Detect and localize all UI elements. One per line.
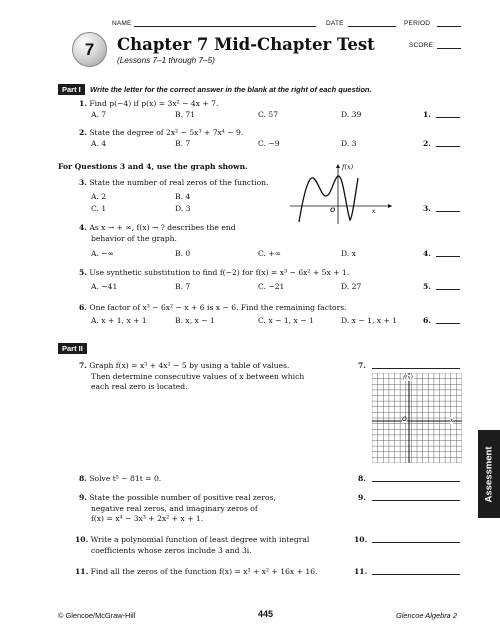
part1-instructions: Write the letter for the correct answer in the blank at the right of each question. xyxy=(90,85,372,94)
question-4: 4. As x → + ∞, f(x) → ? describes the end behavior of the graph. xyxy=(79,223,236,243)
answer-3-number: 3. xyxy=(423,204,431,213)
q6-choice-c: C. x − 1, x − 1 xyxy=(258,316,314,325)
page-number: 445 xyxy=(258,609,274,619)
q3-choice-b: B. 4 xyxy=(175,192,191,201)
q4-choice-b: B. 0 xyxy=(175,249,191,258)
period-field[interactable] xyxy=(437,26,461,27)
answer-8-number: 8. xyxy=(358,474,366,483)
grid-lines xyxy=(372,373,462,463)
part2-tag: Part II xyxy=(58,343,87,354)
q2-choice-d: D. 3 xyxy=(341,139,357,148)
answer-1-blank[interactable] xyxy=(436,117,460,118)
date-label: DATE xyxy=(326,20,344,27)
q1-choice-b: B. 71 xyxy=(175,110,196,119)
question-5: 5. Use synthetic substitution to find f(−2) for f(x) = x³ − 6x² + 5x + 1. xyxy=(79,268,350,277)
q5-choice-d: D. 27 xyxy=(341,282,362,291)
q6-choice-d: D. x − 1, x + 1 xyxy=(341,316,398,325)
q2-choice-c: C. −9 xyxy=(258,139,280,148)
q3-choice-c: C. 1 xyxy=(91,204,107,213)
part1-tag: Part I xyxy=(58,84,85,95)
q1-choice-d: D. 39 xyxy=(341,110,362,119)
grid-origin-label: O xyxy=(402,417,407,423)
grid-x-label: x xyxy=(450,417,454,424)
q3-choice-d: D. 3 xyxy=(175,204,191,213)
question-6: 6. One factor of x³ − 6x² − x + 6 is x − 6. Find the remaining factors. xyxy=(79,303,347,312)
q5-choice-b: B. 7 xyxy=(175,282,191,291)
question-11: 11. Find all the zeros of the function f(x) = x³ + x² + 16x + 16. xyxy=(75,567,318,576)
q5-choice-c: C. −21 xyxy=(258,282,285,291)
assessment-side-tab xyxy=(478,430,500,518)
score-field[interactable] xyxy=(437,48,461,49)
q4-choice-d: D. x xyxy=(341,249,356,258)
graph-y-arrow xyxy=(336,164,340,168)
q6-choice-b: B. x, x − 1 xyxy=(175,316,215,325)
grid-f-label: f(x) xyxy=(403,375,413,381)
polynomial-curve xyxy=(299,176,358,222)
q2-choice-b: B. 7 xyxy=(175,139,191,148)
side-tab-label: Assessment xyxy=(483,446,495,502)
q1-choice-c: C. 57 xyxy=(258,110,279,119)
question-7: 7. Graph f(x) = x³ + 4x² − 5 by using a table of values. Then determine consecutive values of x between which each real zero is located. xyxy=(79,361,305,391)
graph-f-label: f(x) xyxy=(342,163,354,171)
score-label: SCORE xyxy=(409,42,434,49)
graph-origin-label: O xyxy=(330,207,336,214)
footer-copyright: © Glencoe/McGraw-Hill xyxy=(58,611,136,620)
answer-10-blank[interactable] xyxy=(372,542,460,543)
question-2: 2. State the degree of 2x² − 5x³ + 7x⁴ − 9. xyxy=(79,128,244,137)
question-8: 8. Solve t⁵ − 81t = 0. xyxy=(79,474,162,483)
chapter-badge xyxy=(72,32,107,67)
name-field[interactable] xyxy=(134,26,316,27)
answer-2-blank[interactable] xyxy=(436,146,460,147)
answer-4-blank[interactable] xyxy=(436,256,460,257)
q4-choice-a: A. −∞ xyxy=(91,249,115,258)
question-9: 9. State the possible number of positive real zeros, negative real zeros, and imaginary zeros of f(x) = x⁴ − 3x³ + 2x² + x + 1. xyxy=(79,493,276,523)
answer-11-number: 11. xyxy=(354,567,368,576)
answer-4-number: 4. xyxy=(423,249,431,258)
q6-choice-a: A. x + 1, x + 1 xyxy=(91,316,147,325)
q2-choice-a: A. 4 xyxy=(91,139,107,148)
answer-6-number: 6. xyxy=(423,316,431,325)
polynomial-graph xyxy=(286,162,396,226)
graph-x-arrow xyxy=(388,204,392,208)
name-label: NAME xyxy=(112,20,132,27)
answer-7-blank[interactable] xyxy=(372,368,460,369)
q1-choice-a: A. 7 xyxy=(91,110,107,119)
graph-x-label: x xyxy=(372,207,376,215)
answer-11-blank[interactable] xyxy=(372,574,460,575)
question-3: 3. State the number of real zeros of the function. xyxy=(79,178,269,187)
answer-3-blank[interactable] xyxy=(436,211,460,212)
answer-9-number: 9. xyxy=(358,493,366,502)
coordinate-grid[interactable] xyxy=(372,373,462,463)
q5-choice-a: A. −41 xyxy=(91,282,118,291)
answer-8-blank[interactable] xyxy=(372,481,460,482)
answer-9-blank[interactable] xyxy=(372,500,460,501)
footer-book-title: Glencoe Algebra 2 xyxy=(396,611,457,620)
q3-choice-a: A. 2 xyxy=(91,192,107,201)
answer-7-number: 7. xyxy=(358,361,366,370)
answer-1-number: 1. xyxy=(423,110,431,119)
page-subtitle: (Lessons 7–1 through 7–5) xyxy=(117,56,215,65)
date-field[interactable] xyxy=(348,26,396,27)
answer-2-number: 2. xyxy=(423,139,431,148)
page-title: Chapter 7 Mid-Chapter Test xyxy=(117,35,375,54)
answer-10-number: 10. xyxy=(354,535,368,544)
graph-section-label: For Questions 3 and 4, use the graph shown. xyxy=(58,162,248,171)
answer-5-number: 5. xyxy=(423,282,431,291)
answer-5-blank[interactable] xyxy=(436,289,460,290)
period-label: PERIOD xyxy=(404,20,431,27)
question-1: 1. Find p(−4) if p(x) = 3x² − 4x + 7. xyxy=(79,99,219,108)
answer-6-blank[interactable] xyxy=(436,323,460,324)
chapter-number: 7 xyxy=(84,39,95,59)
question-10: 10. Write a polynomial function of least degree with integral coefficients whose zeros include 3 and 3i. xyxy=(75,535,310,555)
q4-choice-c: C. +∞ xyxy=(258,249,282,258)
